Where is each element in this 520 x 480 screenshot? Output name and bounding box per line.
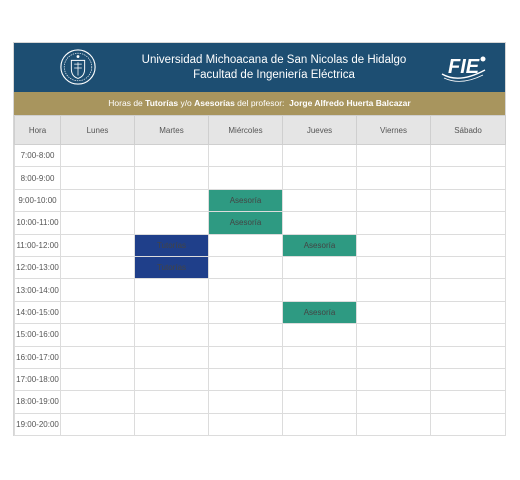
- schedule-cell[interactable]: [209, 368, 283, 390]
- professor-name: Jorge Alfredo Huerta Balcazar: [289, 98, 411, 108]
- table-row: [15, 145, 506, 167]
- schedule-cell[interactable]: [209, 301, 283, 323]
- schedule-cell[interactable]: [357, 234, 431, 256]
- schedule-cell[interactable]: [135, 189, 209, 211]
- col-martes: Martes: [135, 116, 209, 145]
- faculty-name: Facultad de Ingeniería Eléctrica: [193, 69, 355, 81]
- schedule-cell[interactable]: [283, 212, 357, 234]
- hour-label: 7:00-8:00: [15, 145, 61, 167]
- schedule-cell[interactable]: [135, 346, 209, 368]
- schedule-cell[interactable]: [431, 346, 506, 368]
- schedule-cell[interactable]: [61, 391, 135, 413]
- schedule-cell[interactable]: [61, 368, 135, 390]
- schedule-cell[interactable]: [431, 167, 506, 189]
- schedule-cell[interactable]: [357, 346, 431, 368]
- schedule-cell[interactable]: [283, 189, 357, 211]
- schedule-cell[interactable]: [209, 145, 283, 167]
- table-row: [15, 301, 506, 323]
- schedule-cell[interactable]: [209, 234, 283, 256]
- schedule-cell[interactable]: [431, 145, 506, 167]
- schedule-cell[interactable]: [431, 391, 506, 413]
- schedule-cell[interactable]: [209, 391, 283, 413]
- schedule-cell[interactable]: [431, 212, 506, 234]
- schedule-cell[interactable]: [283, 391, 357, 413]
- schedule-cell[interactable]: [61, 279, 135, 301]
- schedule-cell[interactable]: [135, 167, 209, 189]
- schedule-cell[interactable]: [431, 368, 506, 390]
- hour-label: 19:00-20:00: [15, 413, 61, 435]
- schedule-cell[interactable]: [283, 256, 357, 278]
- schedule-cell[interactable]: [431, 324, 506, 346]
- schedule-cell[interactable]: [357, 167, 431, 189]
- hour-label: 15:00-16:00: [15, 324, 61, 346]
- schedule-cell[interactable]: [357, 368, 431, 390]
- professor-bar: [14, 92, 505, 115]
- schedule-cell[interactable]: [61, 212, 135, 234]
- schedule-cell[interactable]: [431, 301, 506, 323]
- hour-label: 8:00-9:00: [15, 167, 61, 189]
- schedule-cell[interactable]: [209, 324, 283, 346]
- tutorias-event[interactable]: Tutorías: [135, 256, 209, 278]
- schedule-cell[interactable]: [283, 413, 357, 435]
- schedule-table: [14, 115, 506, 436]
- schedule-cell[interactable]: [135, 391, 209, 413]
- hour-label: 16:00-17:00: [15, 346, 61, 368]
- schedule-cell[interactable]: [209, 279, 283, 301]
- schedule-cell[interactable]: [431, 413, 506, 435]
- hour-label: 10:00-11:00: [15, 212, 61, 234]
- schedule-cell[interactable]: [283, 346, 357, 368]
- asesoria-event[interactable]: Asesoría: [283, 301, 357, 323]
- schedule-cell[interactable]: [61, 234, 135, 256]
- col-miercoles: Miércoles: [209, 116, 283, 145]
- hour-label: 9:00-10:00: [15, 189, 61, 211]
- table-row: [15, 346, 506, 368]
- fie-logo-text: FIE: [448, 56, 480, 78]
- hour-label: 11:00-12:00: [15, 234, 61, 256]
- university-seal-icon: [59, 48, 97, 86]
- fie-logo-icon: [439, 50, 489, 86]
- schedule-cell[interactable]: [357, 145, 431, 167]
- schedule-cell[interactable]: [357, 212, 431, 234]
- schedule-cell[interactable]: [135, 324, 209, 346]
- schedule-cell[interactable]: [357, 324, 431, 346]
- schedule-cell[interactable]: [283, 145, 357, 167]
- schedule-cell[interactable]: [357, 279, 431, 301]
- header-row: [15, 116, 506, 145]
- schedule-card: [13, 42, 506, 436]
- table-row: [15, 167, 506, 189]
- schedule-cell[interactable]: [135, 301, 209, 323]
- col-sabado: Sábado: [431, 116, 506, 145]
- schedule-cell[interactable]: [283, 324, 357, 346]
- subbar-asesorias: Asesorías: [194, 98, 235, 108]
- col-lunes: Lunes: [61, 116, 135, 145]
- schedule-cell[interactable]: [135, 279, 209, 301]
- schedule-cell[interactable]: [283, 279, 357, 301]
- table-row: [15, 391, 506, 413]
- schedule-cell[interactable]: [357, 391, 431, 413]
- schedule-cell[interactable]: [135, 212, 209, 234]
- schedule-cell[interactable]: [61, 145, 135, 167]
- schedule-cell[interactable]: [431, 234, 506, 256]
- schedule-cell[interactable]: [61, 189, 135, 211]
- asesoria-event[interactable]: Asesoría: [283, 234, 357, 256]
- col-viernes: Viernes: [357, 116, 431, 145]
- subbar-tutorias: Tutorías: [145, 98, 179, 108]
- schedule-cell[interactable]: [61, 256, 135, 278]
- schedule-cell[interactable]: [61, 324, 135, 346]
- hour-label: 18:00-19:00: [15, 391, 61, 413]
- schedule-cell[interactable]: [61, 301, 135, 323]
- tutorias-event[interactable]: Tutorías: [135, 234, 209, 256]
- schedule-cell[interactable]: [209, 413, 283, 435]
- col-hora: Hora: [15, 116, 61, 145]
- schedule-cell[interactable]: [357, 413, 431, 435]
- asesoria-event[interactable]: Asesoría: [209, 212, 283, 234]
- table-row: [15, 212, 506, 234]
- table-row: [15, 279, 506, 301]
- subbar-del-profesor: del profesor:: [237, 98, 285, 108]
- table-row: [15, 256, 506, 278]
- schedule-cell[interactable]: [431, 256, 506, 278]
- hour-label: 14:00-15:00: [15, 301, 61, 323]
- schedule-cell[interactable]: [283, 167, 357, 189]
- table-row: [15, 324, 506, 346]
- schedule-cell[interactable]: [357, 301, 431, 323]
- schedule-cell[interactable]: [135, 413, 209, 435]
- schedule-cell[interactable]: [135, 368, 209, 390]
- schedule-cell[interactable]: [431, 279, 506, 301]
- schedule-cell[interactable]: [209, 167, 283, 189]
- hour-label: 12:00-13:00: [15, 256, 61, 278]
- asesoria-event[interactable]: Asesoría: [209, 189, 283, 211]
- table-row: [15, 234, 506, 256]
- hour-label: 17:00-18:00: [15, 368, 61, 390]
- schedule-cell[interactable]: [209, 346, 283, 368]
- subbar-yo: y/o: [180, 98, 192, 108]
- table-row: [15, 368, 506, 390]
- schedule-cell[interactable]: [283, 368, 357, 390]
- table-row: [15, 189, 506, 211]
- schedule-cell[interactable]: [357, 189, 431, 211]
- header-banner: [14, 43, 505, 92]
- university-name: Universidad Michoacana de San Nicolas de Hidalgo: [141, 54, 407, 66]
- hour-label: 13:00-14:00: [15, 279, 61, 301]
- schedule-cell[interactable]: [357, 256, 431, 278]
- col-jueves: Jueves: [283, 116, 357, 145]
- schedule-cell[interactable]: [61, 167, 135, 189]
- schedule-cell[interactable]: [61, 413, 135, 435]
- schedule-cell[interactable]: [431, 189, 506, 211]
- schedule-cell[interactable]: [209, 256, 283, 278]
- subbar-prefix: Horas de: [108, 98, 143, 108]
- schedule-cell[interactable]: [61, 346, 135, 368]
- schedule-cell[interactable]: [135, 145, 209, 167]
- table-row: [15, 413, 506, 435]
